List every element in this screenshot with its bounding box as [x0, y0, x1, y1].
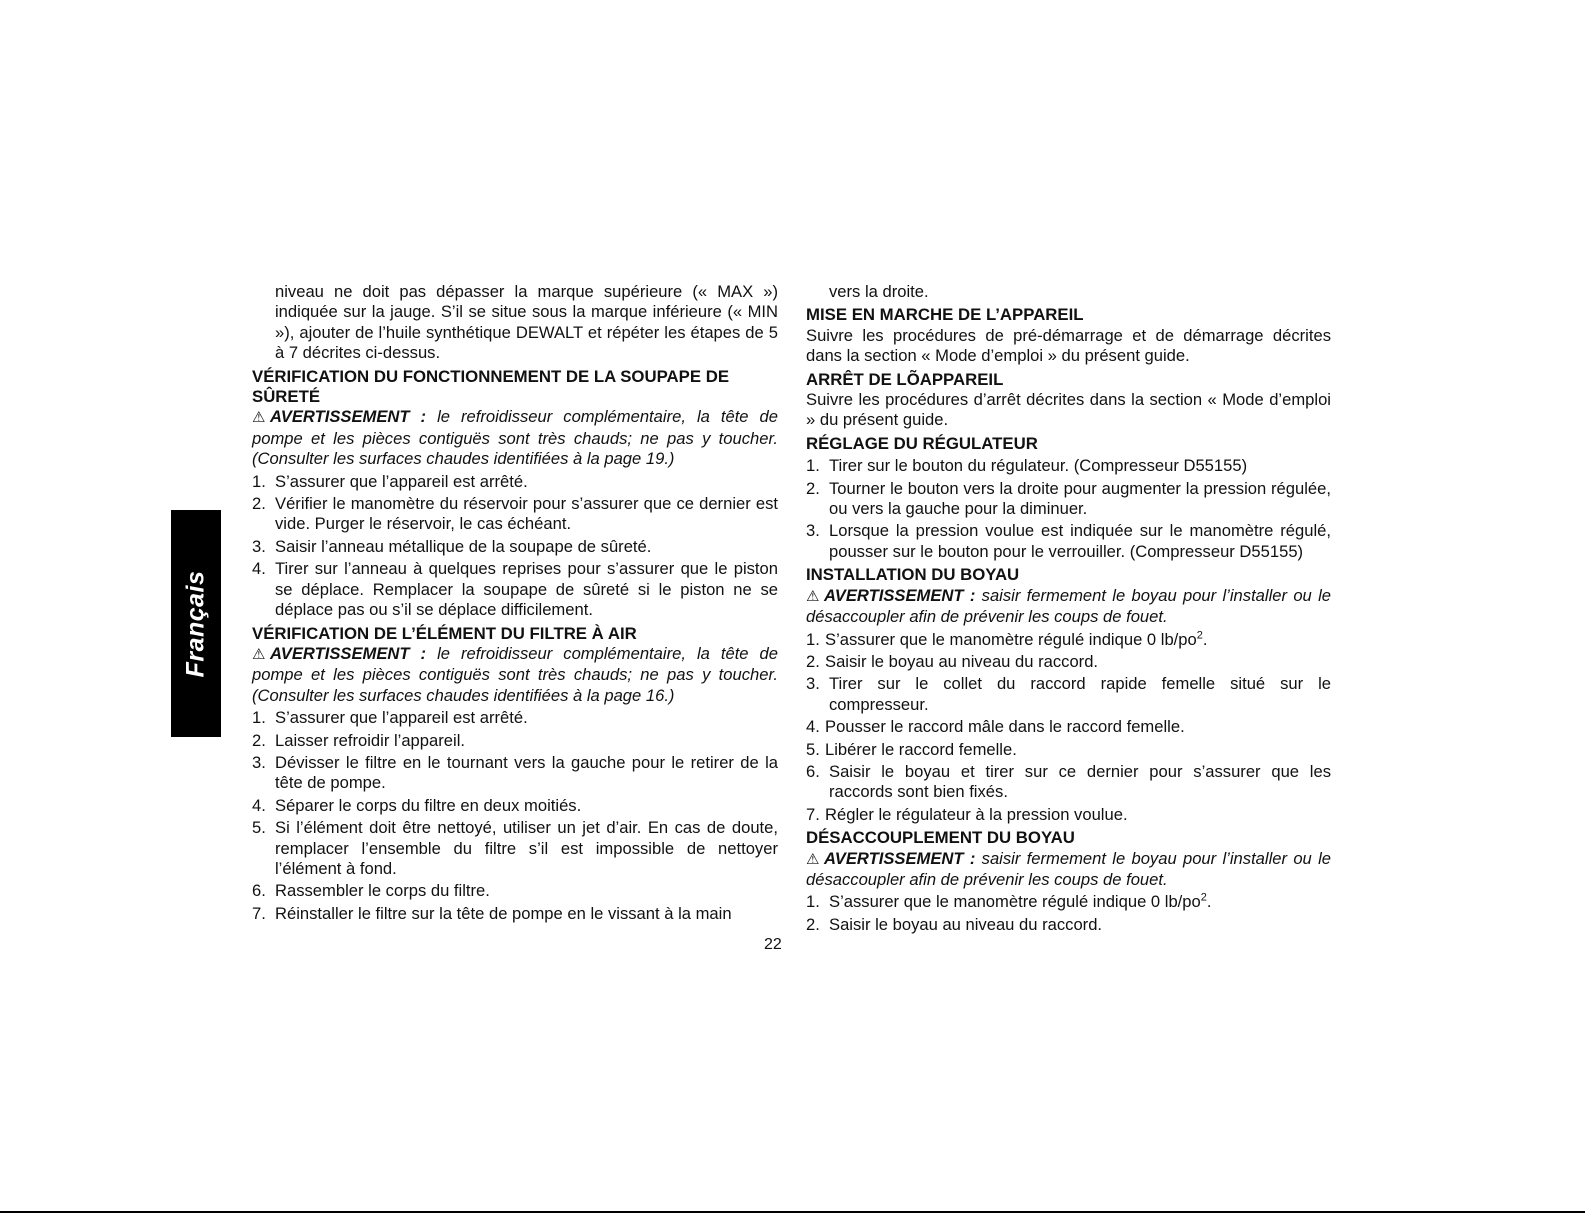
list-item: 5. Si l’élément doit être nettoyé, utiliser un jet d’air. En cas de doute, remplacer l’ensemble du filtre s’il est impossible de nettoyer l’élément à fond. — [252, 818, 778, 878]
language-side-tab — [171, 510, 221, 737]
right-column — [806, 282, 1331, 935]
list-item: 7. Régler le régulateur à la pression voulue. — [806, 804, 1128, 824]
section-heading-start: MISE EN MARCHE DE L’APPAREIL — [806, 305, 1084, 325]
warning-triangle-icon: ⚠ — [806, 850, 820, 868]
list-air-filter — [252, 708, 778, 924]
warning-air-filter — [252, 644, 778, 706]
list-item: 2. Vérifier le manomètre du réservoir pour s’assurer que ce dernier est vide. Purger le réservoir, le cas échéant. — [252, 494, 778, 534]
list-item: 2. Laisser refroidir l’appareil. — [252, 730, 465, 750]
warning-hose-install — [806, 586, 1331, 628]
list-item: 1. Tirer sur le bouton du régulateur. (Compresseur D55155) — [806, 456, 1248, 476]
start-paragraph: Suivre les procédures de pré-démarrage et de démarrage décrites dans la section « Mode d’emploi » du présent guide. — [806, 325, 1331, 366]
list-item: 1. S’assurer que le manomètre régulé indique 0 $lb/po^2$. — [806, 891, 1212, 912]
stop-paragraph: Suivre les procédures d’arrêt décrites dans la section « Mode d’emploi » du présent guide. — [806, 390, 1331, 430]
list-item: 6. Rassembler le corps du filtre. — [252, 881, 490, 901]
warning-label: AVERTISSEMENT : — [270, 643, 427, 663]
list-item: 1. S’assurer que le manomètre régulé indique 0 $lb/po^2$. — [806, 628, 1208, 649]
list-item: 4. Séparer le corps du filtre en deux moitiés. — [252, 795, 582, 815]
section-heading-stop: ARRÊT DE LÕAPPAREIL — [806, 369, 1004, 389]
list-item: 4. Tirer sur l’anneau à quelques reprises pour s’assurer que le piston se déplace. Remplacer la soupape de sûreté si le piston ne se déplace pas ou s’il se déplace difficilement. — [252, 559, 778, 620]
warning-triangle-icon: ⚠ — [252, 645, 266, 663]
warning-label: AVERTISSEMENT : — [824, 585, 976, 605]
section-heading-regulator: RÉGLAGE DU RÉGULATEUR — [806, 433, 1038, 453]
continuation-text: vers la droite. — [829, 282, 929, 301]
list-item: 5. Libérer le raccord femelle. — [806, 739, 1017, 759]
warning-triangle-icon: ⚠ — [252, 409, 266, 427]
section-heading-air-filter: VÉRIFICATION DE L’ÉLÉMENT DU FILTRE À AIR — [252, 623, 637, 643]
list-item: 3. Saisir l’anneau métallique de la soupape de sûreté. — [252, 536, 652, 556]
warning-hose-uncouple — [806, 849, 1331, 891]
warning-label: AVERTISSEMENT : — [824, 848, 976, 868]
list-safety-valve — [252, 472, 778, 621]
list-item: 3. Tirer sur le collet du raccord rapide femelle situé sur le compresseur. — [806, 674, 1331, 714]
list-item: 4. Pousser le raccord mâle dans le raccord femelle. — [806, 717, 1185, 737]
language-tab-label: Français — [181, 570, 210, 677]
intro-paragraph: niveau ne doit pas dépasser la marque supérieure (« MAX ») indiquée sur la jauge. S’il se situe sous la marque inférieure (« MIN »), ajouter de l’huile synthétique DEWALT et répéter les étapes de 5 à 7 décrites ci-dessus. — [275, 282, 778, 363]
section-heading-hose-uncouple: DÉSACCOUPLEMENT DU BOYAU — [806, 828, 1075, 848]
list-item: 3. Dévisser le filtre en le tournant vers la gauche pour le retirer de la tête de pompe. — [252, 752, 778, 793]
list-regulator — [806, 456, 1331, 562]
section-heading-hose-install: INSTALLATION DU BOYAU — [806, 565, 1020, 585]
list-item: 2. Tourner le bouton vers la droite pour augmenter la pression régulée, ou vers la gauche pour la diminuer. — [806, 478, 1331, 519]
list-item: 2. Saisir le boyau au niveau du raccord. — [806, 914, 1103, 934]
bottom-divider — [0, 1211, 1585, 1213]
section-heading-safety-valve: VÉRIFICATION DU FONCTIONNEMENT DE LA SOUPAPE DE SÛRETÉ — [252, 366, 730, 407]
warning-text: saisir fermement le boyau pour l’installer ou le désaccoupler afin de prévenir les coups de fouet. — [806, 848, 1331, 889]
warning-safety-valve — [252, 407, 778, 469]
list-item: 3. Lorsque la pression voulue est indiquée sur le manomètre régulé, pousser sur le bouton pour le verrouiller. (Compresseur D55155) — [806, 521, 1331, 561]
warning-triangle-icon: ⚠ — [806, 587, 820, 605]
list-hose-uncouple — [806, 892, 1331, 935]
list-item: 2. Saisir le boyau au niveau du raccord. — [806, 651, 1099, 671]
list-hose-install — [806, 630, 1331, 826]
warning-label: AVERTISSEMENT : — [270, 407, 427, 427]
list-item: 1. S’assurer que l’appareil est arrêté. — [252, 708, 528, 728]
warning-text: le refroidisseur complémentaire, la tête de pompe et les pièces contiguës sont très chauds; ne pas y toucher. (Consulter les surfaces chaudes identifiées à la page 16.) — [252, 643, 778, 705]
page-number: 22 — [764, 936, 782, 953]
list-item: 6. Saisir le boyau et tirer sur ce dernier pour s’assurer que les raccords sont bien fixés. — [806, 761, 1331, 802]
list-item: 7. Réinstaller le filtre sur la tête de pompe en le vissant à la main — [252, 903, 732, 923]
left-column — [252, 282, 778, 924]
warning-text: le refroidisseur complémentaire, la tête de pompe et les pièces contiguës sont très chauds; ne pas y toucher. (Consulter les surfaces chaudes identifiées à la page 19.) — [252, 407, 778, 469]
list-item: 1. S’assurer que l’appareil est arrêté. — [252, 471, 528, 491]
warning-text: saisir fermement le boyau pour l’installer ou le désaccoupler afin de prévenir les coups de fouet. — [806, 585, 1331, 627]
